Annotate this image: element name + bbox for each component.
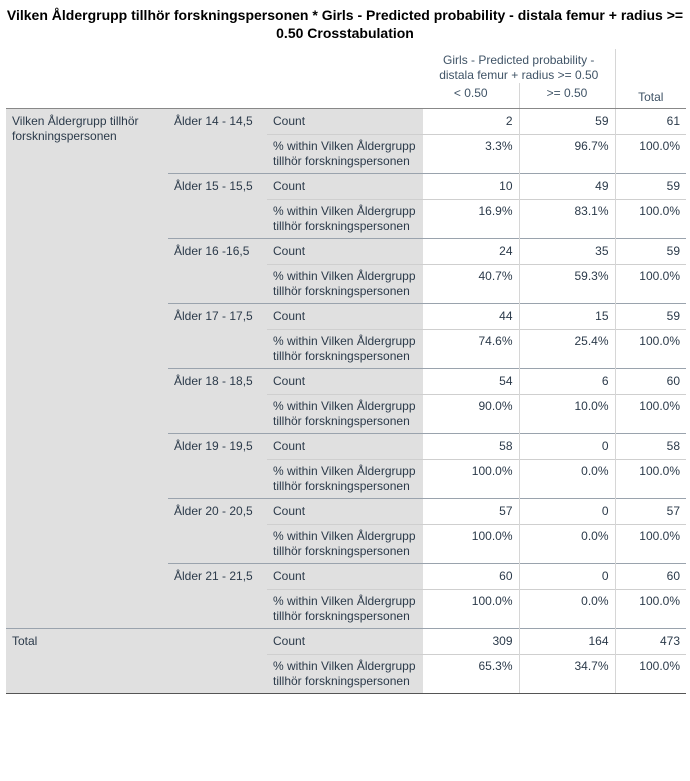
statistic-label-percent: % within Vilken Åldergrupp tillhör forskningspersonen — [267, 200, 423, 239]
crosstab-container — [6, 49, 686, 694]
statistic-label-count: Count — [267, 239, 423, 265]
age-group-label: Ålder 17 - 17,5 — [168, 304, 267, 369]
age-group-label: Ålder 18 - 18,5 — [168, 369, 267, 434]
statistic-label-count: Count — [267, 434, 423, 460]
column-header-lt-050: < 0.50 — [423, 83, 519, 109]
count-cell: 15 — [519, 304, 615, 330]
percent-cell: 0.0% — [519, 460, 615, 499]
count-cell: 59 — [519, 109, 615, 135]
count-cell: 6 — [519, 369, 615, 395]
age-group-label: Ålder 16 -16,5 — [168, 239, 267, 304]
percent-cell: 59.3% — [519, 265, 615, 304]
count-cell: 57 — [615, 499, 686, 525]
count-cell: 59 — [615, 174, 686, 200]
percent-cell: 0.0% — [519, 525, 615, 564]
percent-cell: 100.0% — [615, 265, 686, 304]
percent-cell: 100.0% — [615, 655, 686, 694]
count-cell: 59 — [615, 304, 686, 330]
statistic-label-count: Count — [267, 629, 423, 655]
statistic-label-count: Count — [267, 564, 423, 590]
count-cell: 49 — [519, 174, 615, 200]
percent-cell: 100.0% — [615, 200, 686, 239]
statistic-label-count: Count — [267, 369, 423, 395]
count-cell: 164 — [519, 629, 615, 655]
row-variable-label: Vilken Åldergrupp tillhör forskningspersonen — [6, 109, 168, 629]
count-cell: 35 — [519, 239, 615, 265]
count-cell: 58 — [423, 434, 519, 460]
percent-cell: 3.3% — [423, 135, 519, 174]
count-cell: 24 — [423, 239, 519, 265]
header-blank — [6, 49, 423, 83]
count-cell: 54 — [423, 369, 519, 395]
percent-cell: 100.0% — [615, 135, 686, 174]
age-group-label: Ålder 21 - 21,5 — [168, 564, 267, 629]
crosstab-table — [6, 49, 686, 694]
age-group-label: Ålder 19 - 19,5 — [168, 434, 267, 499]
table-row — [6, 109, 686, 135]
age-group-label: Ålder 14 - 14,5 — [168, 109, 267, 174]
percent-cell: 16.9% — [423, 200, 519, 239]
statistic-label-percent: % within Vilken Åldergrupp tillhör forskningspersonen — [267, 590, 423, 629]
header-row-group — [6, 49, 686, 83]
table-row — [6, 629, 686, 655]
percent-cell: 100.0% — [423, 525, 519, 564]
statistic-label-count: Count — [267, 304, 423, 330]
statistic-label-percent: % within Vilken Åldergrupp tillhör forskningspersonen — [267, 395, 423, 434]
column-header-ge-050: >= 0.50 — [519, 83, 615, 109]
statistic-label-percent: % within Vilken Åldergrupp tillhör forskningspersonen — [267, 265, 423, 304]
percent-cell: 25.4% — [519, 330, 615, 369]
percent-cell: 100.0% — [423, 460, 519, 499]
count-cell: 60 — [615, 369, 686, 395]
count-cell: 60 — [615, 564, 686, 590]
count-cell: 0 — [519, 499, 615, 525]
statistic-label-percent: % within Vilken Åldergrupp tillhör forskningspersonen — [267, 460, 423, 499]
count-cell: 473 — [615, 629, 686, 655]
statistic-label-percent: % within Vilken Åldergrupp tillhör forskningspersonen — [267, 655, 423, 694]
percent-cell: 100.0% — [615, 395, 686, 434]
age-group-label: Ålder 20 - 20,5 — [168, 499, 267, 564]
percent-cell: 100.0% — [423, 590, 519, 629]
statistic-label-percent: % within Vilken Åldergrupp tillhör forskningspersonen — [267, 330, 423, 369]
percent-cell: 100.0% — [615, 590, 686, 629]
statistic-label-percent: % within Vilken Åldergrupp tillhör forskningspersonen — [267, 135, 423, 174]
percent-cell: 0.0% — [519, 590, 615, 629]
percent-cell: 34.7% — [519, 655, 615, 694]
percent-cell: 83.1% — [519, 200, 615, 239]
count-cell: 2 — [505, 114, 513, 128]
count-cell: 60 — [423, 564, 519, 590]
percent-cell: 100.0% — [615, 460, 686, 499]
count-cell: 10 — [423, 174, 519, 200]
header-blank-2 — [6, 83, 423, 109]
total-row-label: Total — [6, 629, 267, 694]
column-header-total: Total — [615, 49, 686, 109]
statistic-label-count: Count — [267, 174, 423, 200]
percent-cell: 10.0% — [519, 395, 615, 434]
count-cell: 59 — [615, 239, 686, 265]
percent-cell: 40.7% — [423, 265, 519, 304]
percent-cell: 74.6% — [423, 330, 519, 369]
column-group-header: Girls - Predicted probability - distala femur + radius >= 0.50 — [439, 53, 599, 82]
percent-cell: 100.0% — [615, 525, 686, 564]
percent-cell: 100.0% — [615, 330, 686, 369]
count-cell: 0 — [519, 564, 615, 590]
statistic-label-count: Count — [267, 499, 423, 525]
header-row-columns — [6, 83, 686, 109]
percent-cell: 96.7% — [519, 135, 615, 174]
count-cell: 61 — [615, 109, 686, 135]
count-cell: 57 — [423, 499, 519, 525]
count-cell: 0 — [519, 434, 615, 460]
count-cell: 309 — [423, 629, 519, 655]
table-title: Vilken Åldergrupp tillhör forskningspersonen * Girls - Predicted probability - distala femur + radius >= 0.50 Crosstabulation — [6, 7, 684, 41]
age-group-label: Ålder 15 - 15,5 — [168, 174, 267, 239]
statistic-label-percent: % within Vilken Åldergrupp tillhör forskningspersonen — [267, 525, 423, 564]
statistic-label-count: Count — [267, 109, 423, 135]
count-cell: 44 — [423, 304, 519, 330]
percent-cell: 65.3% — [423, 655, 519, 694]
percent-cell: 90.0% — [423, 395, 519, 434]
count-cell: 58 — [615, 434, 686, 460]
